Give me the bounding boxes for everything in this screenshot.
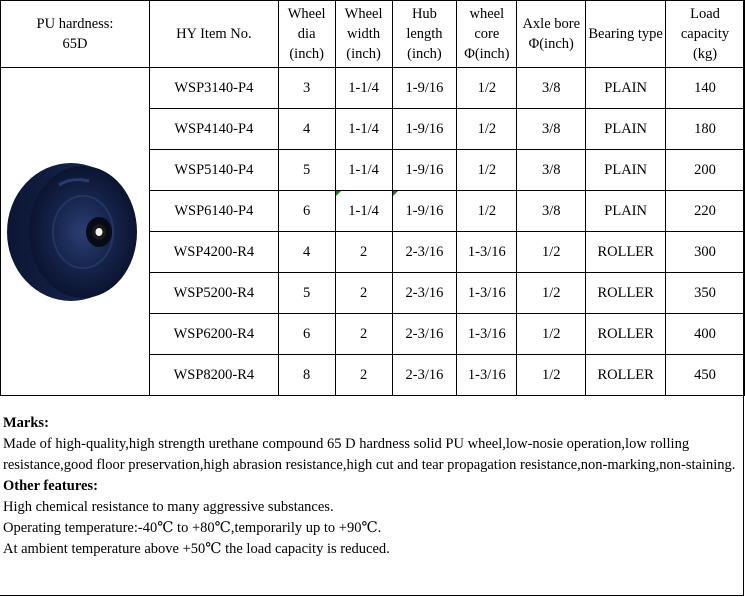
core-cell: 1-3/16 xyxy=(457,314,517,355)
bearing-cell: PLAIN xyxy=(586,109,666,150)
bore-cell: 3/8 xyxy=(517,191,586,232)
bearing-cell: PLAIN xyxy=(586,191,666,232)
bearing-type-header: Bearing type xyxy=(586,1,666,68)
item-cell: WSP3140-P4 xyxy=(150,68,279,109)
item-cell: WSP5200-R4 xyxy=(150,273,279,314)
dia-cell: 8 xyxy=(278,355,335,396)
axle-bore-header xyxy=(517,1,586,68)
header-line: width xyxy=(347,26,381,42)
table-row xyxy=(1,68,745,109)
header-line: Φ(inch) xyxy=(528,36,574,52)
bore-cell: 3/8 xyxy=(517,150,586,191)
bore-cell: 3/8 xyxy=(517,109,586,150)
width-cell: 2 xyxy=(335,273,392,314)
width-cell: 1-1/4 xyxy=(335,109,392,150)
header-row xyxy=(1,1,745,68)
wheel-dia-header xyxy=(278,1,335,68)
bore-cell: 1/2 xyxy=(517,273,586,314)
pu-wheel-image xyxy=(1,68,149,395)
dia-cell: 6 xyxy=(278,314,335,355)
core-cell: 1/2 xyxy=(457,150,517,191)
bearing-cell: ROLLER xyxy=(586,232,666,273)
hub-cell: 2-3/16 xyxy=(392,314,457,355)
hub-cell: 1-9/16 xyxy=(392,191,457,232)
header-line: core xyxy=(474,26,500,42)
material-header xyxy=(1,1,150,68)
width-cell: 2 xyxy=(335,232,392,273)
hub-length-header xyxy=(392,1,457,68)
header-line: Wheel xyxy=(344,6,383,22)
load-cell: 450 xyxy=(666,355,745,396)
width-cell: 1-1/4 xyxy=(335,150,392,191)
bearing-cell: ROLLER xyxy=(586,355,666,396)
dia-cell: 4 xyxy=(278,232,335,273)
width-cell: 2 xyxy=(335,355,392,396)
item-cell: WSP8200-R4 xyxy=(150,355,279,396)
bore-cell: 1/2 xyxy=(517,355,586,396)
wheel-core-header xyxy=(457,1,517,68)
header-line: capacity xyxy=(680,26,730,42)
item-cell: WSP6140-P4 xyxy=(150,191,279,232)
header-line: Load xyxy=(690,6,720,22)
item-cell: WSP6200-R4 xyxy=(150,314,279,355)
header-line: Φ(inch) xyxy=(464,46,510,62)
hardness-value: 65D xyxy=(62,36,88,52)
header-line: Wheel xyxy=(287,6,326,22)
width-cell: 2 xyxy=(335,314,392,355)
product-photo-cell xyxy=(1,68,150,396)
load-cell: 400 xyxy=(666,314,745,355)
load-cell: 140 xyxy=(666,68,745,109)
feature-line: Operating temperature:-40℃ to +80℃,temporarily up to +90℃. xyxy=(3,520,382,536)
bearing-cell: PLAIN xyxy=(586,68,666,109)
marks-text: Made of high-quality,high strength urethane compound 65 D hardness solid PU wheel,low-nosie operation,low rolling resistance,good floor preservation,high abrasion resistance,high cut and tear propagation resistance,non-marking,non-staining. xyxy=(3,436,736,473)
load-cell: 220 xyxy=(666,191,745,232)
header-line: (inch) xyxy=(346,46,381,62)
material-label: PU hardness: xyxy=(36,16,114,32)
core-cell: 1/2 xyxy=(457,191,517,232)
header-line: dia xyxy=(297,26,316,42)
width-cell: 1-1/4 xyxy=(335,68,392,109)
bore-cell: 1/2 xyxy=(517,314,586,355)
load-capacity-header xyxy=(666,1,745,68)
hub-cell: 1-9/16 xyxy=(392,109,457,150)
notes-section xyxy=(3,413,739,560)
bearing-cell: ROLLER xyxy=(586,314,666,355)
core-cell: 1-3/16 xyxy=(457,273,517,314)
hub-cell: 2-3/16 xyxy=(392,232,457,273)
hub-cell: 2-3/16 xyxy=(392,355,457,396)
load-cell: 180 xyxy=(666,109,745,150)
load-cell: 200 xyxy=(666,150,745,191)
marks-heading: Marks: xyxy=(3,415,49,431)
item-cell: WSP4140-P4 xyxy=(150,109,279,150)
core-cell: 1/2 xyxy=(457,109,517,150)
header-line: length xyxy=(406,26,443,42)
core-cell: 1-3/16 xyxy=(457,355,517,396)
bearing-cell: ROLLER xyxy=(586,273,666,314)
feature-line: High chemical resistance to many aggressive substances. xyxy=(3,499,334,515)
core-cell: 1/2 xyxy=(457,68,517,109)
bearing-cell: PLAIN xyxy=(586,150,666,191)
header-line: (inch) xyxy=(407,46,442,62)
item-cell: WSP4200-R4 xyxy=(150,232,279,273)
dia-cell: 3 xyxy=(278,68,335,109)
hub-cell: 2-3/16 xyxy=(392,273,457,314)
item-cell: WSP5140-P4 xyxy=(150,150,279,191)
features-heading: Other features: xyxy=(3,478,98,494)
header-line: (inch) xyxy=(289,46,324,62)
header-line: Axle bore xyxy=(522,16,581,32)
header-line: (kg) xyxy=(692,46,718,62)
header-line: wheel xyxy=(469,6,505,22)
item-no-header: HY Item No. xyxy=(150,1,279,68)
bore-cell: 3/8 xyxy=(517,68,586,109)
hub-cell: 1-9/16 xyxy=(392,150,457,191)
load-cell: 300 xyxy=(666,232,745,273)
core-cell: 1-3/16 xyxy=(457,232,517,273)
header-line: Hub xyxy=(411,6,437,22)
dia-cell: 5 xyxy=(278,150,335,191)
wheel-icon xyxy=(1,107,149,357)
dia-cell: 4 xyxy=(278,109,335,150)
feature-line: At ambient temperature above +50℃ the load capacity is reduced. xyxy=(3,541,390,557)
wheel-width-header xyxy=(335,1,392,68)
bore-cell: 1/2 xyxy=(517,232,586,273)
dia-cell: 5 xyxy=(278,273,335,314)
dia-cell: 6 xyxy=(278,191,335,232)
hub-cell: 1-9/16 xyxy=(392,68,457,109)
width-cell: 1-1/4 xyxy=(335,191,392,232)
load-cell: 350 xyxy=(666,273,745,314)
